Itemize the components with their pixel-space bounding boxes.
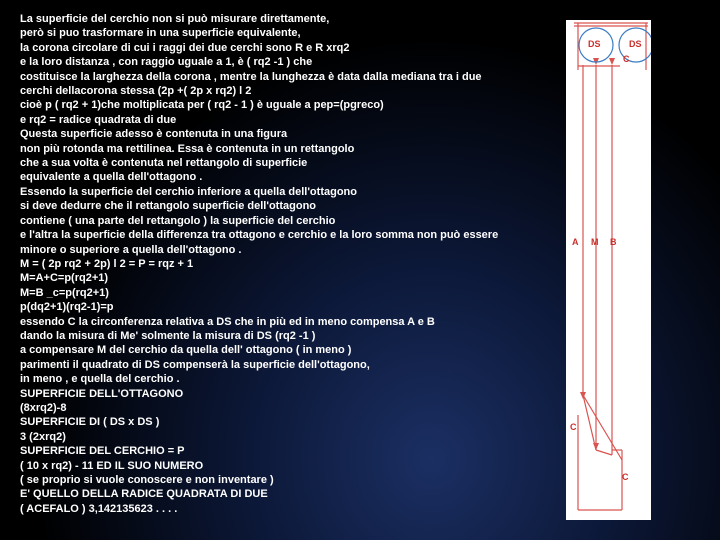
join-m-b: [596, 450, 612, 455]
label-m: M: [591, 237, 599, 247]
text-line: Essendo la superficie del cerchio inferiore a quella dell'ottagono: [20, 185, 357, 198]
text-line: costituisce la larghezza della corona , mentre la lunghezza è data dalla mediana tra i due: [20, 70, 482, 83]
label-c-left: C: [570, 422, 577, 432]
diagram-svg: [566, 20, 651, 520]
text-line: Questa superficie adesso è contenuta in una figura: [20, 128, 288, 141]
text-line: si deve dedurre che il rettangolo superficie dell'ottagono: [20, 200, 317, 213]
text-line: (8xrq2)-8: [20, 401, 67, 414]
text-line: E' QUELLO DELLA RADICE QUADRATA DI DUE: [20, 488, 268, 501]
text-line: cerchi dellacorona stessa (2p +( 2p x rq2) l 2: [20, 85, 252, 98]
text-line: contiene ( una parte del rettangolo ) la superficie del cerchio: [20, 214, 336, 227]
text-line: M=B _c=p(rq2+1): [20, 286, 109, 299]
text-line: ( se proprio si vuole conoscere e non inventare ): [20, 474, 274, 486]
text-line: SUPERFICIE DELL'OTTAGONO: [20, 387, 184, 400]
text-line: in meno , e quella del cerchio .: [20, 373, 180, 386]
text-line: però si puo trasformare in una superficie equivalente,: [20, 27, 301, 40]
text-line: equivalente a quella dell'ottagono .: [20, 171, 203, 184]
diagram-panel: [566, 20, 651, 520]
text-line: ( ACEFALO ) 3,142135623 . . . .: [20, 502, 178, 515]
label-a: A: [572, 237, 579, 247]
text-line: ( 10 x rq2) - 11 ED IL SUO NUMERO: [20, 459, 204, 472]
text-line: essendo C la circonferenza relativa a DS che in più ed in meno compensa A e B: [20, 315, 435, 328]
text-line: SUPERFICIE DEL CERCHIO = P: [20, 445, 185, 458]
label-c-top: C: [623, 54, 630, 64]
text-line: dando la misura di Me' solmente la misura di DS (rq2 -1 ): [20, 329, 316, 342]
text-line: e l'altra la superficie della differenza tra ottagono e cerchio e la loro somma non può essere: [20, 229, 499, 242]
label-c-right: C: [622, 472, 629, 482]
text-line: M=A+C=p(rq2+1): [20, 272, 109, 285]
text-line: p(dq2+1)(rq2-1)=p: [20, 301, 114, 314]
text-line: non più rotonda ma rettilinea. Essa è contenuta in un rettangolo: [20, 142, 355, 155]
text-line: SUPERFICIE DI ( DS x DS ): [20, 416, 160, 429]
text-line: cioè p ( rq2 + 1)che moltiplicata per ( rq2 - 1 ) è uguale a pep=(pgreco): [20, 99, 384, 112]
text-line: parimenti il quadrato di DS compenserà la superficie dell'ottagono,: [20, 358, 370, 371]
text-line: la corona circolare di cui i raggi dei due cerchi sono R e R xrq2: [20, 41, 350, 54]
text-line: che a sua volta è contenuta nel rettangolo di superficie: [20, 157, 308, 170]
text-line: La superficie del cerchio non si può misurare direttamente,: [20, 13, 330, 25]
slide-body-text: [20, 12, 560, 516]
text-line: e rq2 = radice quadrata di due: [20, 113, 177, 126]
arrowheads: [580, 58, 615, 450]
text-line: 3 (2xrq2): [20, 430, 66, 443]
text-line: a compensare M del cerchio da quella dell' ottagono ( in meno ): [20, 344, 352, 357]
diag-a-m: [583, 395, 596, 450]
text-line: e la loro distanza , con raggio uguale a 1, è ( rq2 -1 ) che: [20, 56, 313, 69]
text-line: M = ( 2p rq2 + 2p) l 2 = P = rqz + 1: [20, 257, 194, 270]
text-line: minore o superiore a quella dell'ottagono .: [20, 243, 242, 256]
label-ds-right: DS: [629, 39, 642, 49]
label-ds-left: DS: [588, 39, 601, 49]
label-b: B: [610, 237, 617, 247]
